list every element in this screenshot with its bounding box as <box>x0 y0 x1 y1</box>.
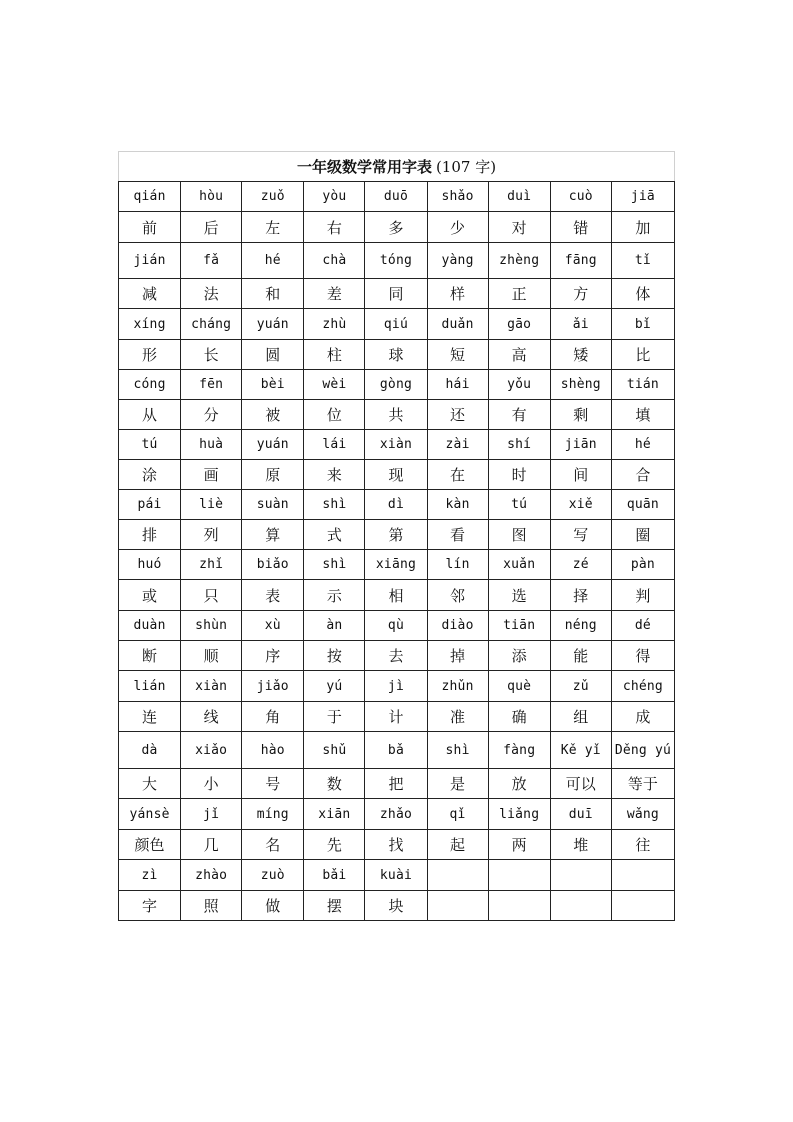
pinyin-cell: yánsè <box>119 799 181 830</box>
pinyin-cell: gāo <box>488 309 550 340</box>
hanzi-cell: 同 <box>365 279 427 309</box>
hanzi-cell: 加 <box>611 212 674 243</box>
hanzi-cell: 式 <box>304 520 365 550</box>
pinyin-cell: zuò <box>242 860 304 891</box>
pinyin-cell: zài <box>427 430 488 460</box>
pinyin-row <box>119 671 675 702</box>
hanzi-cell: 长 <box>181 340 242 370</box>
hanzi-cell: 形 <box>119 340 181 370</box>
hanzi-cell: 右 <box>304 212 365 243</box>
hanzi-cell: 摆 <box>304 891 365 921</box>
pinyin-cell: xiě <box>550 490 611 520</box>
hanzi-cell <box>427 891 488 921</box>
pinyin-cell: biǎo <box>242 550 304 580</box>
pinyin-cell: lín <box>427 550 488 580</box>
hanzi-row <box>119 340 675 370</box>
pinyin-cell: àn <box>304 611 365 641</box>
hanzi-cell: 择 <box>550 580 611 611</box>
hanzi-cell: 添 <box>488 641 550 671</box>
hanzi-cell: 圆 <box>242 340 304 370</box>
pinyin-cell: kàn <box>427 490 488 520</box>
hanzi-cell: 小 <box>181 769 242 799</box>
hanzi-cell: 起 <box>427 830 488 860</box>
page-title: 一年级数学常用字表 <box>296 158 432 176</box>
hanzi-cell: 成 <box>611 702 674 732</box>
pinyin-cell: shì <box>304 550 365 580</box>
pinyin-row <box>119 611 675 641</box>
pinyin-cell: fǎ <box>181 243 242 279</box>
pinyin-cell: cháng <box>181 309 242 340</box>
hanzi-cell: 邻 <box>427 580 488 611</box>
hanzi-cell: 在 <box>427 460 488 490</box>
hanzi-row <box>119 641 675 671</box>
character-table <box>118 151 675 921</box>
hanzi-cell: 正 <box>488 279 550 309</box>
hanzi-cell: 图 <box>488 520 550 550</box>
pinyin-cell: duī <box>550 799 611 830</box>
hanzi-cell: 写 <box>550 520 611 550</box>
hanzi-row <box>119 580 675 611</box>
hanzi-cell: 往 <box>611 830 674 860</box>
hanzi-cell: 减 <box>119 279 181 309</box>
pinyin-cell: ǎi <box>550 309 611 340</box>
pinyin-cell: bǎ <box>365 732 427 769</box>
pinyin-cell: zé <box>550 550 611 580</box>
hanzi-cell: 剩 <box>550 400 611 430</box>
pinyin-cell: tǐ <box>611 243 674 279</box>
pinyin-cell: duì <box>488 182 550 212</box>
hanzi-row <box>119 830 675 860</box>
pinyin-cell: zhù <box>304 309 365 340</box>
hanzi-cell: 序 <box>242 641 304 671</box>
hanzi-cell: 只 <box>181 580 242 611</box>
pinyin-cell: zì <box>119 860 181 891</box>
hanzi-cell: 号 <box>242 769 304 799</box>
pinyin-cell: tú <box>119 430 181 460</box>
hanzi-cell: 间 <box>550 460 611 490</box>
pinyin-cell: què <box>488 671 550 702</box>
pinyin-cell: jiān <box>550 430 611 460</box>
pinyin-cell: bèi <box>242 370 304 400</box>
hanzi-row <box>119 279 675 309</box>
hanzi-cell: 块 <box>365 891 427 921</box>
hanzi-cell: 组 <box>550 702 611 732</box>
hanzi-cell: 去 <box>365 641 427 671</box>
pinyin-row <box>119 860 675 891</box>
hanzi-row <box>119 400 675 430</box>
pinyin-cell: Kě yǐ <box>550 732 611 769</box>
pinyin-cell: cóng <box>119 370 181 400</box>
pinyin-row <box>119 490 675 520</box>
hanzi-cell: 相 <box>365 580 427 611</box>
pinyin-cell <box>488 860 550 891</box>
pinyin-cell: xù <box>242 611 304 641</box>
hanzi-cell: 按 <box>304 641 365 671</box>
hanzi-cell: 把 <box>365 769 427 799</box>
hanzi-cell: 堆 <box>550 830 611 860</box>
hanzi-cell: 原 <box>242 460 304 490</box>
hanzi-cell: 是 <box>427 769 488 799</box>
pinyin-cell <box>550 860 611 891</box>
hanzi-cell: 能 <box>550 641 611 671</box>
hanzi-cell: 线 <box>181 702 242 732</box>
hanzi-cell: 得 <box>611 641 674 671</box>
hanzi-cell: 错 <box>550 212 611 243</box>
hanzi-cell: 差 <box>304 279 365 309</box>
pinyin-cell: qián <box>119 182 181 212</box>
pinyin-row <box>119 309 675 340</box>
pinyin-cell: tiān <box>488 611 550 641</box>
hanzi-cell: 方 <box>550 279 611 309</box>
pinyin-cell: huó <box>119 550 181 580</box>
hanzi-cell: 选 <box>488 580 550 611</box>
hanzi-cell: 角 <box>242 702 304 732</box>
hanzi-cell: 准 <box>427 702 488 732</box>
hanzi-cell: 示 <box>304 580 365 611</box>
pinyin-cell <box>611 860 674 891</box>
pinyin-cell: hái <box>427 370 488 400</box>
hanzi-cell: 先 <box>304 830 365 860</box>
hanzi-cell: 现 <box>365 460 427 490</box>
hanzi-cell: 确 <box>488 702 550 732</box>
hanzi-cell: 后 <box>181 212 242 243</box>
pinyin-row <box>119 182 675 212</box>
character-count: (107 字) <box>435 158 497 176</box>
hanzi-cell: 高 <box>488 340 550 370</box>
hanzi-cell: 体 <box>611 279 674 309</box>
hanzi-cell: 还 <box>427 400 488 430</box>
pinyin-cell: shǔ <box>304 732 365 769</box>
hanzi-row <box>119 769 675 799</box>
hanzi-cell: 圈 <box>611 520 674 550</box>
pinyin-cell: zhèng <box>488 243 550 279</box>
pinyin-cell: míng <box>242 799 304 830</box>
pinyin-cell: xiān <box>304 799 365 830</box>
hanzi-cell <box>550 891 611 921</box>
pinyin-cell: duō <box>365 182 427 212</box>
hanzi-cell: 可以 <box>550 769 611 799</box>
hanzi-cell: 掉 <box>427 641 488 671</box>
hanzi-cell: 短 <box>427 340 488 370</box>
hanzi-cell: 共 <box>365 400 427 430</box>
pinyin-cell: fàng <box>488 732 550 769</box>
pinyin-cell: jǐ <box>181 799 242 830</box>
hanzi-cell: 计 <box>365 702 427 732</box>
pinyin-cell: xiǎo <box>181 732 242 769</box>
hanzi-cell: 比 <box>611 340 674 370</box>
pinyin-cell: Děng yú <box>611 732 674 769</box>
pinyin-cell: dé <box>611 611 674 641</box>
pinyin-cell: diào <box>427 611 488 641</box>
pinyin-cell: dà <box>119 732 181 769</box>
hanzi-cell: 或 <box>119 580 181 611</box>
pinyin-cell: cuò <box>550 182 611 212</box>
pinyin-cell: dì <box>365 490 427 520</box>
hanzi-cell: 填 <box>611 400 674 430</box>
hanzi-cell: 放 <box>488 769 550 799</box>
hanzi-cell: 从 <box>119 400 181 430</box>
hanzi-cell: 连 <box>119 702 181 732</box>
hanzi-cell: 列 <box>181 520 242 550</box>
pinyin-cell: zhǎo <box>365 799 427 830</box>
hanzi-cell: 断 <box>119 641 181 671</box>
hanzi-cell: 有 <box>488 400 550 430</box>
pinyin-cell: chà <box>304 243 365 279</box>
pinyin-cell: zuǒ <box>242 182 304 212</box>
hanzi-cell: 判 <box>611 580 674 611</box>
pinyin-cell: xuǎn <box>488 550 550 580</box>
hanzi-row <box>119 212 675 243</box>
hanzi-cell: 前 <box>119 212 181 243</box>
hanzi-row <box>119 702 675 732</box>
hanzi-cell: 做 <box>242 891 304 921</box>
pinyin-cell: lián <box>119 671 181 702</box>
pinyin-cell: hào <box>242 732 304 769</box>
hanzi-cell: 数 <box>304 769 365 799</box>
hanzi-cell: 两 <box>488 830 550 860</box>
hanzi-row <box>119 460 675 490</box>
hanzi-row <box>119 891 675 921</box>
hanzi-cell: 于 <box>304 702 365 732</box>
hanzi-cell: 分 <box>181 400 242 430</box>
pinyin-cell: jián <box>119 243 181 279</box>
pinyin-cell <box>427 860 488 891</box>
pinyin-cell: shèng <box>550 370 611 400</box>
pinyin-cell: huà <box>181 430 242 460</box>
pinyin-cell: yàng <box>427 243 488 279</box>
hanzi-cell: 涂 <box>119 460 181 490</box>
pinyin-cell: jì <box>365 671 427 702</box>
pinyin-cell: fēn <box>181 370 242 400</box>
pinyin-cell: shí <box>488 430 550 460</box>
hanzi-cell: 颜色 <box>119 830 181 860</box>
hanzi-cell: 时 <box>488 460 550 490</box>
pinyin-cell: shì <box>427 732 488 769</box>
pinyin-cell: wèi <box>304 370 365 400</box>
table-body <box>119 152 675 921</box>
pinyin-cell: zhǐ <box>181 550 242 580</box>
pinyin-cell: liè <box>181 490 242 520</box>
hanzi-cell: 第 <box>365 520 427 550</box>
pinyin-cell: pái <box>119 490 181 520</box>
hanzi-cell: 算 <box>242 520 304 550</box>
hanzi-cell: 顺 <box>181 641 242 671</box>
hanzi-cell: 少 <box>427 212 488 243</box>
hanzi-cell: 柱 <box>304 340 365 370</box>
pinyin-cell: néng <box>550 611 611 641</box>
pinyin-cell: qù <box>365 611 427 641</box>
pinyin-cell: shùn <box>181 611 242 641</box>
pinyin-cell: tú <box>488 490 550 520</box>
pinyin-cell: zhǔn <box>427 671 488 702</box>
hanzi-cell: 球 <box>365 340 427 370</box>
hanzi-cell: 几 <box>181 830 242 860</box>
pinyin-cell: hé <box>611 430 674 460</box>
hanzi-cell: 被 <box>242 400 304 430</box>
hanzi-cell: 字 <box>119 891 181 921</box>
pinyin-cell: wǎng <box>611 799 674 830</box>
pinyin-row <box>119 430 675 460</box>
pinyin-cell: pàn <box>611 550 674 580</box>
pinyin-cell: qǐ <box>427 799 488 830</box>
pinyin-row <box>119 370 675 400</box>
pinyin-cell: duǎn <box>427 309 488 340</box>
pinyin-cell: zǔ <box>550 671 611 702</box>
pinyin-cell: hé <box>242 243 304 279</box>
pinyin-cell: shì <box>304 490 365 520</box>
pinyin-cell: hòu <box>181 182 242 212</box>
hanzi-row <box>119 520 675 550</box>
hanzi-cell: 画 <box>181 460 242 490</box>
hanzi-cell: 左 <box>242 212 304 243</box>
hanzi-cell: 表 <box>242 580 304 611</box>
pinyin-cell: tián <box>611 370 674 400</box>
pinyin-cell: lái <box>304 430 365 460</box>
hanzi-cell: 照 <box>181 891 242 921</box>
hanzi-cell: 找 <box>365 830 427 860</box>
hanzi-cell: 排 <box>119 520 181 550</box>
title-row <box>119 152 675 182</box>
hanzi-cell: 位 <box>304 400 365 430</box>
pinyin-cell: zhào <box>181 860 242 891</box>
pinyin-cell: xiāng <box>365 550 427 580</box>
hanzi-cell <box>611 891 674 921</box>
pinyin-cell: yǒu <box>488 370 550 400</box>
hanzi-cell: 来 <box>304 460 365 490</box>
hanzi-cell: 法 <box>181 279 242 309</box>
pinyin-cell: bǐ <box>611 309 674 340</box>
pinyin-row <box>119 799 675 830</box>
pinyin-row <box>119 732 675 769</box>
pinyin-cell: xíng <box>119 309 181 340</box>
pinyin-cell: shǎo <box>427 182 488 212</box>
hanzi-cell: 样 <box>427 279 488 309</box>
title-cell <box>119 152 675 182</box>
hanzi-cell: 矮 <box>550 340 611 370</box>
pinyin-cell: fāng <box>550 243 611 279</box>
pinyin-cell: jiǎo <box>242 671 304 702</box>
pinyin-cell: kuài <box>365 860 427 891</box>
pinyin-cell: yòu <box>304 182 365 212</box>
pinyin-cell: yuán <box>242 430 304 460</box>
pinyin-cell: xiàn <box>365 430 427 460</box>
hanzi-cell: 大 <box>119 769 181 799</box>
hanzi-cell: 名 <box>242 830 304 860</box>
hanzi-cell: 多 <box>365 212 427 243</box>
pinyin-cell: jiā <box>611 182 674 212</box>
pinyin-row <box>119 550 675 580</box>
pinyin-cell: qiú <box>365 309 427 340</box>
hanzi-cell: 和 <box>242 279 304 309</box>
pinyin-cell: duàn <box>119 611 181 641</box>
hanzi-cell: 看 <box>427 520 488 550</box>
pinyin-cell: gòng <box>365 370 427 400</box>
pinyin-cell: quān <box>611 490 674 520</box>
pinyin-cell: xiàn <box>181 671 242 702</box>
pinyin-row <box>119 243 675 279</box>
pinyin-cell: yuán <box>242 309 304 340</box>
pinyin-cell: yú <box>304 671 365 702</box>
hanzi-cell: 等于 <box>611 769 674 799</box>
hanzi-cell: 合 <box>611 460 674 490</box>
hanzi-cell: 对 <box>488 212 550 243</box>
pinyin-cell: suàn <box>242 490 304 520</box>
pinyin-cell: chéng <box>611 671 674 702</box>
pinyin-cell: tóng <box>365 243 427 279</box>
pinyin-cell: liǎng <box>488 799 550 830</box>
pinyin-cell: bǎi <box>304 860 365 891</box>
hanzi-cell <box>488 891 550 921</box>
